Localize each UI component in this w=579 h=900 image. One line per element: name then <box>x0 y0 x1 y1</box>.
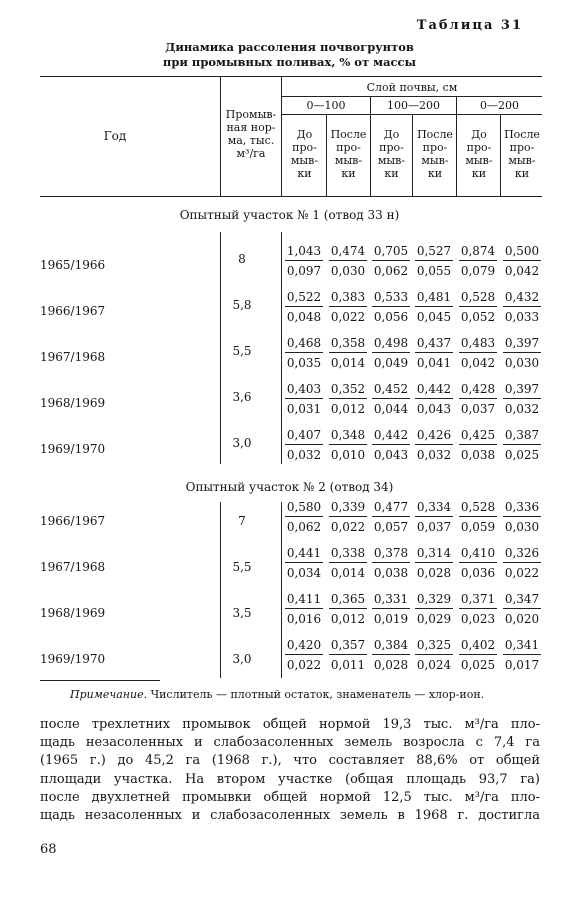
denominator: 0,037 <box>416 520 452 534</box>
fraction-bar <box>459 608 497 609</box>
numerator: 0,452 <box>373 382 409 396</box>
fraction-bar <box>503 516 541 517</box>
numerator: 0,468 <box>286 336 322 350</box>
numerator: 0,334 <box>416 500 452 514</box>
numerator: 0,705 <box>373 244 409 258</box>
header-before-washing-2: До про- мыв- ки <box>377 128 406 180</box>
fraction-cell <box>285 638 323 678</box>
denominator: 0,097 <box>286 264 322 278</box>
denominator: 0,037 <box>460 402 496 416</box>
fraction-bar <box>329 516 367 517</box>
denominator: 0,044 <box>373 402 409 416</box>
fraction-bar <box>459 516 497 517</box>
fraction-bar <box>329 352 367 353</box>
numerator: 0,325 <box>416 638 452 652</box>
fraction-cell <box>415 592 453 632</box>
numerator: 0,338 <box>330 546 366 560</box>
numerator: 0,425 <box>460 428 496 442</box>
numerator: 0,314 <box>416 546 452 560</box>
numerator: 0,383 <box>330 290 366 304</box>
denominator: 0,062 <box>286 520 322 534</box>
fraction-bar <box>503 398 541 399</box>
fraction-bar <box>415 306 453 307</box>
fraction-bar <box>372 562 410 563</box>
fraction-bar <box>372 516 410 517</box>
denominator: 0,059 <box>460 520 496 534</box>
denominator: 0,045 <box>416 310 452 324</box>
fraction-cell <box>372 592 410 632</box>
numerator: 0,437 <box>416 336 452 350</box>
fraction-cell <box>415 382 453 422</box>
fraction-bar <box>415 562 453 563</box>
fraction-bar <box>503 260 541 261</box>
denominator: 0,052 <box>460 310 496 324</box>
body-text-line: после двухлетней промывки общей нормой 12,5 тыс. м³/га пло- <box>40 789 540 805</box>
fraction-cell <box>503 382 541 422</box>
fraction-cell <box>329 592 367 632</box>
header-layer-0-100: 0—100 <box>306 99 346 112</box>
denominator: 0,055 <box>416 264 452 278</box>
denominator: 0,057 <box>373 520 409 534</box>
fraction-bar <box>285 398 323 399</box>
fraction-cell <box>329 428 367 468</box>
fraction-cell <box>372 638 410 678</box>
fraction-cell <box>372 428 410 468</box>
fraction-cell <box>415 428 453 468</box>
body-text-line: щадь незасоленных и слабозасоленных земель возросла с 7,4 га <box>40 735 540 751</box>
denominator: 0,038 <box>373 566 409 580</box>
table-row <box>0 546 579 586</box>
row-year: 1968/1969 <box>40 396 106 410</box>
fraction-cell <box>329 500 367 540</box>
footnote-rule <box>40 680 160 681</box>
denominator: 0,030 <box>504 356 540 370</box>
header-after-washing-5: После про- мыв- ки <box>504 128 540 180</box>
fraction-bar <box>415 654 453 655</box>
denominator: 0,032 <box>504 402 540 416</box>
denominator: 0,022 <box>330 520 366 534</box>
fraction-cell <box>459 546 497 586</box>
numerator: 0,874 <box>460 244 496 258</box>
fraction-cell <box>285 500 323 540</box>
fraction-cell <box>285 290 323 330</box>
fraction-bar <box>503 654 541 655</box>
denominator: 0,022 <box>330 310 366 324</box>
denominator: 0,079 <box>460 264 496 278</box>
fraction-bar <box>503 608 541 609</box>
numerator: 0,411 <box>286 592 322 606</box>
numerator: 0,407 <box>286 428 322 442</box>
fraction-bar <box>459 398 497 399</box>
denominator: 0,030 <box>330 264 366 278</box>
numerator: 0,432 <box>504 290 540 304</box>
numerator: 0,426 <box>416 428 452 442</box>
fraction-bar <box>285 516 323 517</box>
denominator: 0,043 <box>416 402 452 416</box>
fraction-bar <box>459 444 497 445</box>
fraction-bar <box>372 398 410 399</box>
numerator: 0,336 <box>504 500 540 514</box>
fraction-bar <box>503 444 541 445</box>
numerator: 0,352 <box>330 382 366 396</box>
denominator: 0,032 <box>416 448 452 462</box>
denominator: 0,038 <box>460 448 496 462</box>
header-norm: Промыв- ная нор- ма, тыс. м³/га <box>225 108 277 160</box>
header-before-washing-4: До про- мыв- ки <box>465 128 493 180</box>
fraction-bar <box>285 562 323 563</box>
denominator: 0,019 <box>373 612 409 626</box>
numerator: 0,378 <box>373 546 409 560</box>
fraction-cell <box>329 336 367 376</box>
denominator: 0,022 <box>504 566 540 580</box>
row-norm: 5,5 <box>232 344 252 358</box>
numerator: 0,442 <box>416 382 452 396</box>
header-after-washing-1: После про- мыв- ки <box>330 128 367 180</box>
fraction-cell <box>415 244 453 284</box>
fraction-cell <box>285 592 323 632</box>
fraction-cell <box>329 244 367 284</box>
fraction-bar <box>459 306 497 307</box>
numerator: 0,358 <box>330 336 366 350</box>
denominator: 0,025 <box>460 658 496 672</box>
fraction-cell <box>459 428 497 468</box>
fraction-bar <box>285 608 323 609</box>
fraction-cell <box>503 290 541 330</box>
header-layer-rule <box>281 96 542 97</box>
denominator: 0,043 <box>373 448 409 462</box>
numerator: 0,500 <box>504 244 540 258</box>
fraction-cell <box>503 336 541 376</box>
fraction-cell <box>503 244 541 284</box>
header-col-divider-2 <box>281 76 282 196</box>
fraction-bar <box>459 352 497 353</box>
denominator: 0,014 <box>330 566 366 580</box>
numerator: 0,528 <box>460 500 496 514</box>
header-top-rule <box>40 76 542 77</box>
fraction-cell <box>285 244 323 284</box>
denominator: 0,024 <box>416 658 452 672</box>
fraction-cell <box>329 546 367 586</box>
fraction-cell <box>459 592 497 632</box>
fraction-bar <box>372 352 410 353</box>
denominator: 0,016 <box>286 612 322 626</box>
fraction-cell <box>503 638 541 678</box>
body-text-line: площади участка. На втором участке (общая площадь 93,7 га) <box>40 771 540 787</box>
numerator: 0,348 <box>330 428 366 442</box>
header-before-washing-0: До про- мыв- ки <box>290 128 319 180</box>
fraction-cell <box>372 244 410 284</box>
numerator: 0,441 <box>286 546 322 560</box>
table-row <box>0 638 579 678</box>
denominator: 0,033 <box>504 310 540 324</box>
denominator: 0,025 <box>504 448 540 462</box>
header-layer-100-200: 100—200 <box>387 99 440 112</box>
table-title-line-2: при промывных поливах, % от массы <box>162 55 417 69</box>
numerator: 0,347 <box>504 592 540 606</box>
table-row <box>0 592 579 632</box>
denominator: 0,049 <box>373 356 409 370</box>
table-label: Таблица 31 <box>416 18 523 33</box>
fraction-bar <box>415 516 453 517</box>
body-text-line: щадь незасоленных и слабозасоленных земель в 1968 г. достигла <box>40 808 540 823</box>
denominator: 0,017 <box>504 658 540 672</box>
numerator: 0,580 <box>286 500 322 514</box>
fraction-bar <box>372 444 410 445</box>
fraction-bar <box>329 306 367 307</box>
fraction-bar <box>503 562 541 563</box>
denominator: 0,012 <box>330 612 366 626</box>
page-number: 68 <box>40 842 57 857</box>
fraction-cell <box>503 546 541 586</box>
fraction-cell <box>415 336 453 376</box>
fraction-bar <box>415 398 453 399</box>
footnote <box>70 688 484 701</box>
numerator: 0,420 <box>286 638 322 652</box>
denominator: 0,014 <box>330 356 366 370</box>
row-norm: 5,5 <box>232 560 252 574</box>
denominator: 0,042 <box>460 356 496 370</box>
numerator: 0,331 <box>373 592 409 606</box>
fraction-bar <box>285 654 323 655</box>
row-norm: 3,0 <box>232 436 252 450</box>
fraction-cell <box>459 290 497 330</box>
numerator: 0,326 <box>504 546 540 560</box>
numerator: 0,477 <box>373 500 409 514</box>
fraction-bar <box>415 608 453 609</box>
table-title-line-1: Динамика рассоления почвогрунтов <box>165 40 414 54</box>
fraction-bar <box>459 260 497 261</box>
numerator: 0,483 <box>460 336 496 350</box>
row-year: 1969/1970 <box>40 652 106 666</box>
numerator: 1,043 <box>286 244 322 258</box>
row-year: 1967/1968 <box>40 350 106 364</box>
fraction-bar <box>329 654 367 655</box>
numerator: 0,527 <box>416 244 452 258</box>
numerator: 0,410 <box>460 546 496 560</box>
numerator: 0,365 <box>330 592 366 606</box>
denominator: 0,056 <box>373 310 409 324</box>
header-layer-0-200: 0—200 <box>480 99 519 112</box>
footnote-label: Примечание. <box>70 688 148 701</box>
fraction-bar <box>285 260 323 261</box>
denominator: 0,042 <box>504 264 540 278</box>
numerator: 0,371 <box>460 592 496 606</box>
fraction-bar <box>415 260 453 261</box>
body-text-line: после трехлетних промывок общей нормой 19,3 тыс. м³/га пло- <box>40 717 540 732</box>
fraction-bar <box>329 260 367 261</box>
fraction-cell <box>329 290 367 330</box>
table-row <box>0 500 579 540</box>
denominator: 0,022 <box>286 658 322 672</box>
row-norm: 3,0 <box>232 652 252 666</box>
denominator: 0,034 <box>286 566 322 580</box>
fraction-bar <box>503 306 541 307</box>
fraction-cell <box>415 546 453 586</box>
denominator: 0,028 <box>416 566 452 580</box>
numerator: 0,357 <box>330 638 366 652</box>
header-bottom-rule <box>40 196 542 197</box>
fraction-bar <box>329 608 367 609</box>
fraction-cell <box>415 638 453 678</box>
fraction-cell <box>329 638 367 678</box>
row-norm: 7 <box>238 514 246 528</box>
table-row <box>0 244 579 284</box>
fraction-bar <box>372 260 410 261</box>
fraction-cell <box>415 290 453 330</box>
fraction-cell <box>459 638 497 678</box>
fraction-cell <box>415 500 453 540</box>
denominator: 0,012 <box>330 402 366 416</box>
numerator: 0,474 <box>330 244 366 258</box>
numerator: 0,397 <box>504 336 540 350</box>
fraction-cell <box>372 382 410 422</box>
row-year: 1966/1967 <box>40 514 106 528</box>
fraction-cell <box>285 428 323 468</box>
numerator: 0,339 <box>330 500 366 514</box>
section-title: Опытный участок № 1 (отвод 33 н) <box>179 208 400 222</box>
fraction-cell <box>329 382 367 422</box>
fraction-cell <box>285 382 323 422</box>
fraction-bar <box>329 444 367 445</box>
table-row <box>0 336 579 376</box>
fraction-cell <box>459 336 497 376</box>
fraction-cell <box>503 500 541 540</box>
table-row <box>0 290 579 330</box>
fraction-cell <box>372 546 410 586</box>
row-norm: 8 <box>238 252 246 266</box>
numerator: 0,403 <box>286 382 322 396</box>
numerator: 0,481 <box>416 290 452 304</box>
numerator: 0,397 <box>504 382 540 396</box>
denominator: 0,020 <box>504 612 540 626</box>
fraction-cell <box>459 382 497 422</box>
fraction-bar <box>459 562 497 563</box>
fraction-cell <box>459 244 497 284</box>
denominator: 0,028 <box>373 658 409 672</box>
fraction-bar <box>503 352 541 353</box>
denominator: 0,029 <box>416 612 452 626</box>
fraction-bar <box>415 352 453 353</box>
denominator: 0,048 <box>286 310 322 324</box>
row-norm: 3,6 <box>232 390 252 404</box>
numerator: 0,533 <box>373 290 409 304</box>
fraction-bar <box>372 608 410 609</box>
numerator: 0,428 <box>460 382 496 396</box>
numerator: 0,498 <box>373 336 409 350</box>
row-year: 1968/1969 <box>40 606 106 620</box>
denominator: 0,011 <box>330 658 366 672</box>
fraction-bar <box>372 654 410 655</box>
footnote-text: Числитель — плотный остаток, знаменатель — хлор-ион. <box>147 688 485 701</box>
fraction-cell <box>285 546 323 586</box>
section-title: Опытный участок № 2 (отвод 34) <box>185 480 394 494</box>
numerator: 0,402 <box>460 638 496 652</box>
numerator: 0,384 <box>373 638 409 652</box>
header-divider-e <box>500 114 501 196</box>
fraction-bar <box>285 444 323 445</box>
numerator: 0,522 <box>286 290 322 304</box>
fraction-cell <box>372 500 410 540</box>
denominator: 0,035 <box>286 356 322 370</box>
header-divider-c <box>412 114 413 196</box>
body-text-line: (1965 г.) до 45,2 га (1968 г.), что составляет 88,6% от общей <box>40 753 540 769</box>
row-norm: 3,5 <box>232 606 252 620</box>
fraction-cell <box>285 336 323 376</box>
denominator: 0,062 <box>373 264 409 278</box>
header-year: Год <box>103 129 127 143</box>
row-year: 1966/1967 <box>40 304 106 318</box>
header-soil-layer: Слой почвы, см <box>366 81 458 94</box>
fraction-bar <box>459 654 497 655</box>
row-year: 1967/1968 <box>40 560 106 574</box>
fraction-bar <box>415 444 453 445</box>
fraction-cell <box>372 290 410 330</box>
fraction-bar <box>285 306 323 307</box>
fraction-bar <box>372 306 410 307</box>
fraction-cell <box>372 336 410 376</box>
denominator: 0,031 <box>286 402 322 416</box>
row-year: 1965/1966 <box>40 258 106 272</box>
numerator: 0,442 <box>373 428 409 442</box>
table-row <box>0 382 579 422</box>
denominator: 0,010 <box>330 448 366 462</box>
row-year: 1969/1970 <box>40 442 106 456</box>
fraction-cell <box>503 592 541 632</box>
denominator: 0,030 <box>504 520 540 534</box>
row-norm: 5,8 <box>232 298 252 312</box>
denominator: 0,036 <box>460 566 496 580</box>
denominator: 0,041 <box>416 356 452 370</box>
numerator: 0,528 <box>460 290 496 304</box>
fraction-bar <box>329 562 367 563</box>
numerator: 0,341 <box>504 638 540 652</box>
denominator: 0,023 <box>460 612 496 626</box>
denominator: 0,032 <box>286 448 322 462</box>
fraction-cell <box>503 428 541 468</box>
header-after-washing-3: После про- мыв- ки <box>417 128 453 180</box>
header-col-divider-1 <box>220 76 221 196</box>
table-row <box>0 428 579 468</box>
fraction-bar <box>329 398 367 399</box>
fraction-cell <box>459 500 497 540</box>
fraction-bar <box>285 352 323 353</box>
numerator: 0,387 <box>504 428 540 442</box>
numerator: 0,329 <box>416 592 452 606</box>
